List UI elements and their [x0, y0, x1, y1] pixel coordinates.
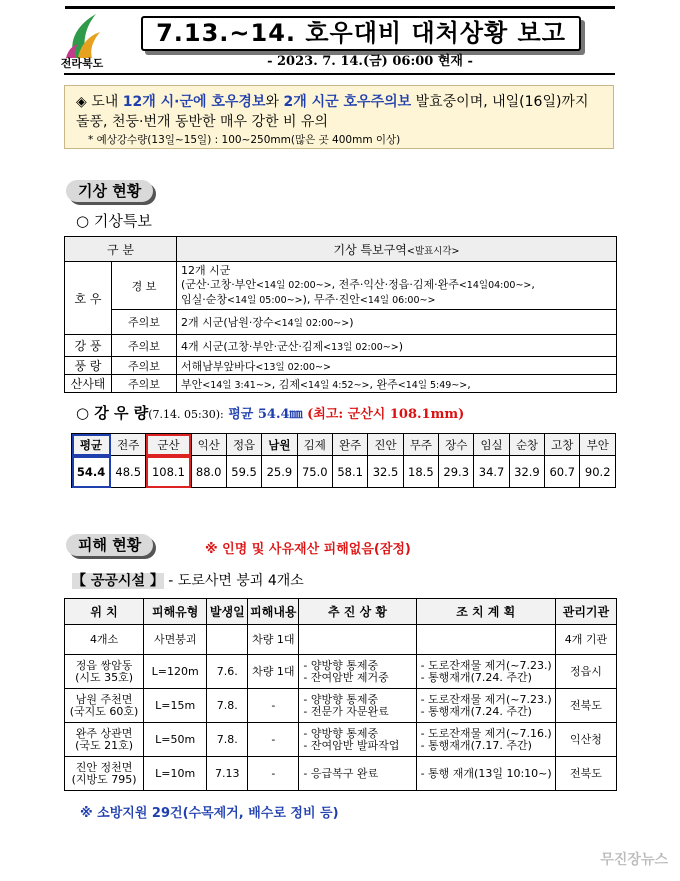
damage-cell [248, 655, 299, 689]
area-time: <14일 4:52~> [300, 379, 370, 391]
damage-header: 조 치 계 획 [416, 599, 555, 625]
rain-station-name: 정읍 [226, 434, 261, 456]
rain-station-value: 54.4 [72, 456, 111, 488]
summary-warning: 12개 시·군에 호우경보 [122, 94, 266, 110]
area-advisory [177, 310, 617, 335]
rainfall-table [71, 433, 616, 488]
damage-cell [299, 723, 416, 757]
damage-cell [416, 723, 555, 757]
damage-table [64, 598, 617, 791]
damage-header: 관리기관 [555, 599, 616, 625]
damage-length: L=10m [155, 766, 196, 780]
rain-station-name: 임실 [474, 434, 509, 456]
area-warning [177, 262, 617, 310]
rain-station-value: 75.0 [297, 456, 332, 488]
rain-station-name: 김제 [297, 434, 332, 456]
rain-station-value: 32.9 [509, 456, 544, 488]
rain-station-name: 남원 [262, 434, 297, 456]
area-wind [177, 335, 617, 357]
summary-advisory: 2개 시군 호우주의보 [283, 94, 412, 110]
progress-line: - 잔여암반 제거중 [303, 670, 389, 684]
damage-total-cell [207, 625, 248, 655]
damage-total-cell [299, 625, 416, 655]
damage-cell [65, 723, 144, 757]
rain-station-value: 88.0 [191, 456, 226, 488]
fire-support-note: ※ 소방지원 29건(수목제거, 배수로 정비 등) [80, 806, 339, 821]
area-time: <14일 5:49~> [397, 379, 468, 391]
damage-cell [416, 689, 555, 723]
rain-station-value: 32.5 [368, 456, 403, 488]
public-facility-heading [72, 570, 304, 590]
damage-content: - [271, 698, 276, 712]
header-time-text: <발표시각> [406, 245, 460, 257]
rain-station-value: 60.7 [545, 456, 580, 488]
rain-station-name: 무주 [403, 434, 438, 456]
damage-cell [555, 723, 616, 757]
action-line: - 도로잔재물 제거(~7.16.) [420, 726, 552, 740]
area-part: , [531, 277, 535, 291]
summary-part: 발효중이며, 내일(16일)까지 돌풍, 천둥·번개 동반한 매우 강한 비 유의 [76, 94, 589, 130]
damage-date: 7.13 [215, 766, 240, 780]
damage-cell [555, 757, 616, 791]
damage-cell [207, 689, 248, 723]
loc-line: (지방도 795) [71, 772, 137, 786]
area-part: 4개 시군(고창·부안·군산·김제 [181, 339, 324, 353]
top-rule [65, 6, 615, 9]
damage-cell [144, 655, 207, 689]
damage-cell [555, 689, 616, 723]
damage-cell [65, 655, 144, 689]
rain-station-value: 48.5 [111, 456, 146, 488]
weather-alert-table [64, 236, 617, 393]
action-line: - 통행 재개(13일 10:10~) [420, 766, 552, 780]
rain-station-value: 29.3 [439, 456, 474, 488]
damage-length: L=15m [155, 698, 196, 712]
rainfall-heading [76, 402, 464, 423]
area-part: 임실·순창 [181, 292, 228, 306]
area-landslide [177, 375, 617, 393]
damage-row [65, 655, 617, 689]
rain-station-name: 완주 [332, 434, 367, 456]
public-facility-desc: - 도로사면 붕괴 4개소 [163, 573, 304, 589]
watermark: 무진장뉴스 [600, 852, 668, 868]
rain-station-value: 90.2 [580, 456, 616, 488]
loc-line: 완주 상관면 [75, 726, 133, 740]
area-part: 부안 [181, 377, 203, 391]
rain-station-name: 고창 [545, 434, 580, 456]
rain-station-name: 익산 [191, 434, 226, 456]
area-part: (군산·고창·부안 [181, 277, 257, 291]
header-area-text: 기상 특보구역 [333, 242, 407, 257]
damage-date: 7.6. [216, 664, 238, 678]
damage-content: - [271, 732, 276, 746]
damage-cell [65, 689, 144, 723]
rain-station-name: 평균 [72, 434, 111, 456]
header-area [177, 237, 617, 262]
report-date: - 2023. 7. 14.(금) 06:00 현재 - [267, 54, 473, 69]
damage-header: 추 진 상 황 [299, 599, 416, 625]
area-time: <14일 06:00~> [359, 294, 436, 306]
loc-line: 진안 정천면 [75, 760, 133, 774]
summary-part: 도내 [91, 94, 123, 110]
damage-length: L=120m [151, 664, 199, 678]
action-line: - 통행재개(7.17. 주간) [420, 738, 532, 752]
damage-org: 익산청 [569, 732, 602, 746]
rain-station-value: 58.1 [332, 456, 367, 488]
rain-station-value: 18.5 [403, 456, 438, 488]
area-time: <13일 02:00~> [323, 341, 399, 353]
area-part: 2개 시군(남원·장수 [181, 316, 274, 329]
rain-station-name: 장수 [439, 434, 474, 456]
damage-cell [248, 757, 299, 791]
damage-header: 위 치 [65, 599, 144, 625]
area-time: <14일04:00~> [458, 279, 532, 291]
damage-length: L=50m [155, 732, 196, 746]
progress-line: - 응급복구 완료 [303, 766, 379, 780]
area-part: ), 무주·진안 [302, 292, 360, 306]
weather-section-title: 기상 현황 [66, 180, 153, 202]
damage-content: 차량 1대 [252, 664, 295, 678]
damage-org: 전북도 [569, 766, 602, 780]
damage-cell [207, 655, 248, 689]
area-part: , 김제 [271, 377, 301, 391]
type-heavy-rain: 호 우 [65, 262, 112, 335]
rain-station-value: 108.1 [146, 456, 191, 488]
rain-station-name: 전주 [111, 434, 146, 456]
damage-cell [416, 655, 555, 689]
rain-station-value: 59.5 [226, 456, 261, 488]
damage-cell [555, 655, 616, 689]
damage-date: 7.8. [216, 698, 238, 712]
area-time: <14일 3:41~> [202, 379, 272, 391]
progress-line: - 전문가 자문완료 [303, 704, 389, 718]
damage-cell [65, 757, 144, 791]
loc-line: (국지도 60호) [69, 704, 139, 718]
loc-line: (시도 35호) [75, 670, 134, 684]
damage-content: - [271, 766, 276, 780]
rain-station-name: 군산 [146, 434, 191, 456]
area-time: <14일 05:00~> [227, 294, 303, 306]
damage-section-title: 피해 현황 [66, 534, 153, 556]
action-line: - 통행재개(7.24. 주간) [420, 704, 532, 718]
report-title: 7.13.~14. 호우대비 대처상황 보고 [141, 16, 581, 51]
diamond-bullet-icon: ◈ [76, 94, 87, 110]
area-part: ) [398, 339, 404, 353]
action-line: - 통행재개(7.24. 주간) [420, 670, 532, 684]
forecast-note: * 예상강수량(13일~15일) : 100~250mm(많은 곳 400mm 이상) [88, 134, 401, 146]
area-part: , [467, 377, 471, 391]
header-separator [64, 73, 615, 75]
progress-line: - 양방향 통제중 [303, 692, 379, 706]
type-strong-wind: 강 풍 [65, 335, 112, 357]
level-advisory: 주의보 [112, 375, 177, 393]
damage-date: 7.8. [216, 732, 238, 746]
damage-row [65, 757, 617, 791]
damage-total-cell [416, 625, 555, 655]
public-facility-label: 【 공공시설 】 [72, 573, 164, 589]
header-division: 구 분 [65, 237, 177, 262]
damage-cell [144, 757, 207, 791]
summary-part: 와 [265, 94, 284, 110]
damage-header: 피해내용 [248, 599, 299, 625]
rain-station-value: 25.9 [262, 456, 297, 488]
damage-cell [248, 689, 299, 723]
damage-total-cell: 4개 기관 [555, 625, 616, 655]
damage-header: 발생일 [207, 599, 248, 625]
damage-cell [299, 757, 416, 791]
damage-total-cell: 4개소 [65, 625, 144, 655]
area-time: <13일 02:00~> [255, 361, 331, 373]
damage-cell [416, 757, 555, 791]
rainfall-average: 평균 54.4㎜ [223, 407, 303, 422]
level-advisory: 주의보 [112, 335, 177, 357]
damage-cell [299, 689, 416, 723]
damage-org: 정읍시 [569, 664, 602, 678]
type-high-seas: 풍 랑 [65, 357, 112, 375]
damage-cell [207, 757, 248, 791]
area-time: <14일 02:00~> [273, 318, 350, 329]
damage-row [65, 689, 617, 723]
rain-station-name: 부안 [580, 434, 616, 456]
level-advisory: 주의보 [112, 357, 177, 375]
rainfall-max: (최고: 군산시 108.1mm) [302, 407, 465, 422]
rain-station-name: 순창 [509, 434, 544, 456]
damage-cell [248, 723, 299, 757]
type-landslide: 산사태 [65, 375, 112, 393]
damage-row [65, 723, 617, 757]
summary-text [76, 92, 606, 132]
damage-org: 전북도 [569, 698, 602, 712]
area-part: 서해남부앞바다 [181, 359, 256, 373]
loc-line: 정읍 쌍암동 [75, 658, 133, 672]
area-seas [177, 357, 617, 375]
rain-station-name: 진안 [368, 434, 403, 456]
rainfall-label: ○ 강 우 량 [76, 404, 149, 422]
damage-header: 피해유형 [144, 599, 207, 625]
damage-total-cell: 차량 1대 [248, 625, 299, 655]
area-part: , 완주 [369, 377, 398, 391]
progress-line: - 잔여암반 발파작업 [303, 738, 400, 752]
damage-cell [299, 655, 416, 689]
weather-subsection: ○ 기상특보 [76, 212, 152, 230]
loc-line: 남원 주천면 [75, 692, 133, 706]
level-advisory: 주의보 [112, 310, 177, 335]
damage-total-cell: 사면붕괴 [144, 625, 207, 655]
rainfall-time: (7.14. 05:30): [148, 408, 224, 421]
damage-cell [144, 723, 207, 757]
action-line: - 도로잔재물 제거(~7.23.) [420, 692, 552, 706]
level-warning: 경 보 [112, 262, 177, 310]
progress-line: - 양방향 통제중 [303, 658, 379, 672]
progress-line: - 양방향 통제중 [303, 726, 379, 740]
rain-station-value: 34.7 [474, 456, 509, 488]
loc-line: (국도 21호) [75, 738, 134, 752]
area-line: 12개 시군 [181, 263, 231, 277]
action-line: - 도로잔재물 제거(~7.23.) [420, 658, 552, 672]
area-part: ) [349, 316, 354, 329]
damage-cell [207, 723, 248, 757]
area-time: <14일 02:00~> [256, 279, 332, 291]
area-part: , 전주·익산·정읍·김제·완주 [331, 277, 459, 291]
logo-label: 전라북도 [60, 57, 104, 70]
damage-note: ※ 인명 및 사유재산 피해없음(잠정) [205, 542, 411, 557]
damage-cell [144, 689, 207, 723]
